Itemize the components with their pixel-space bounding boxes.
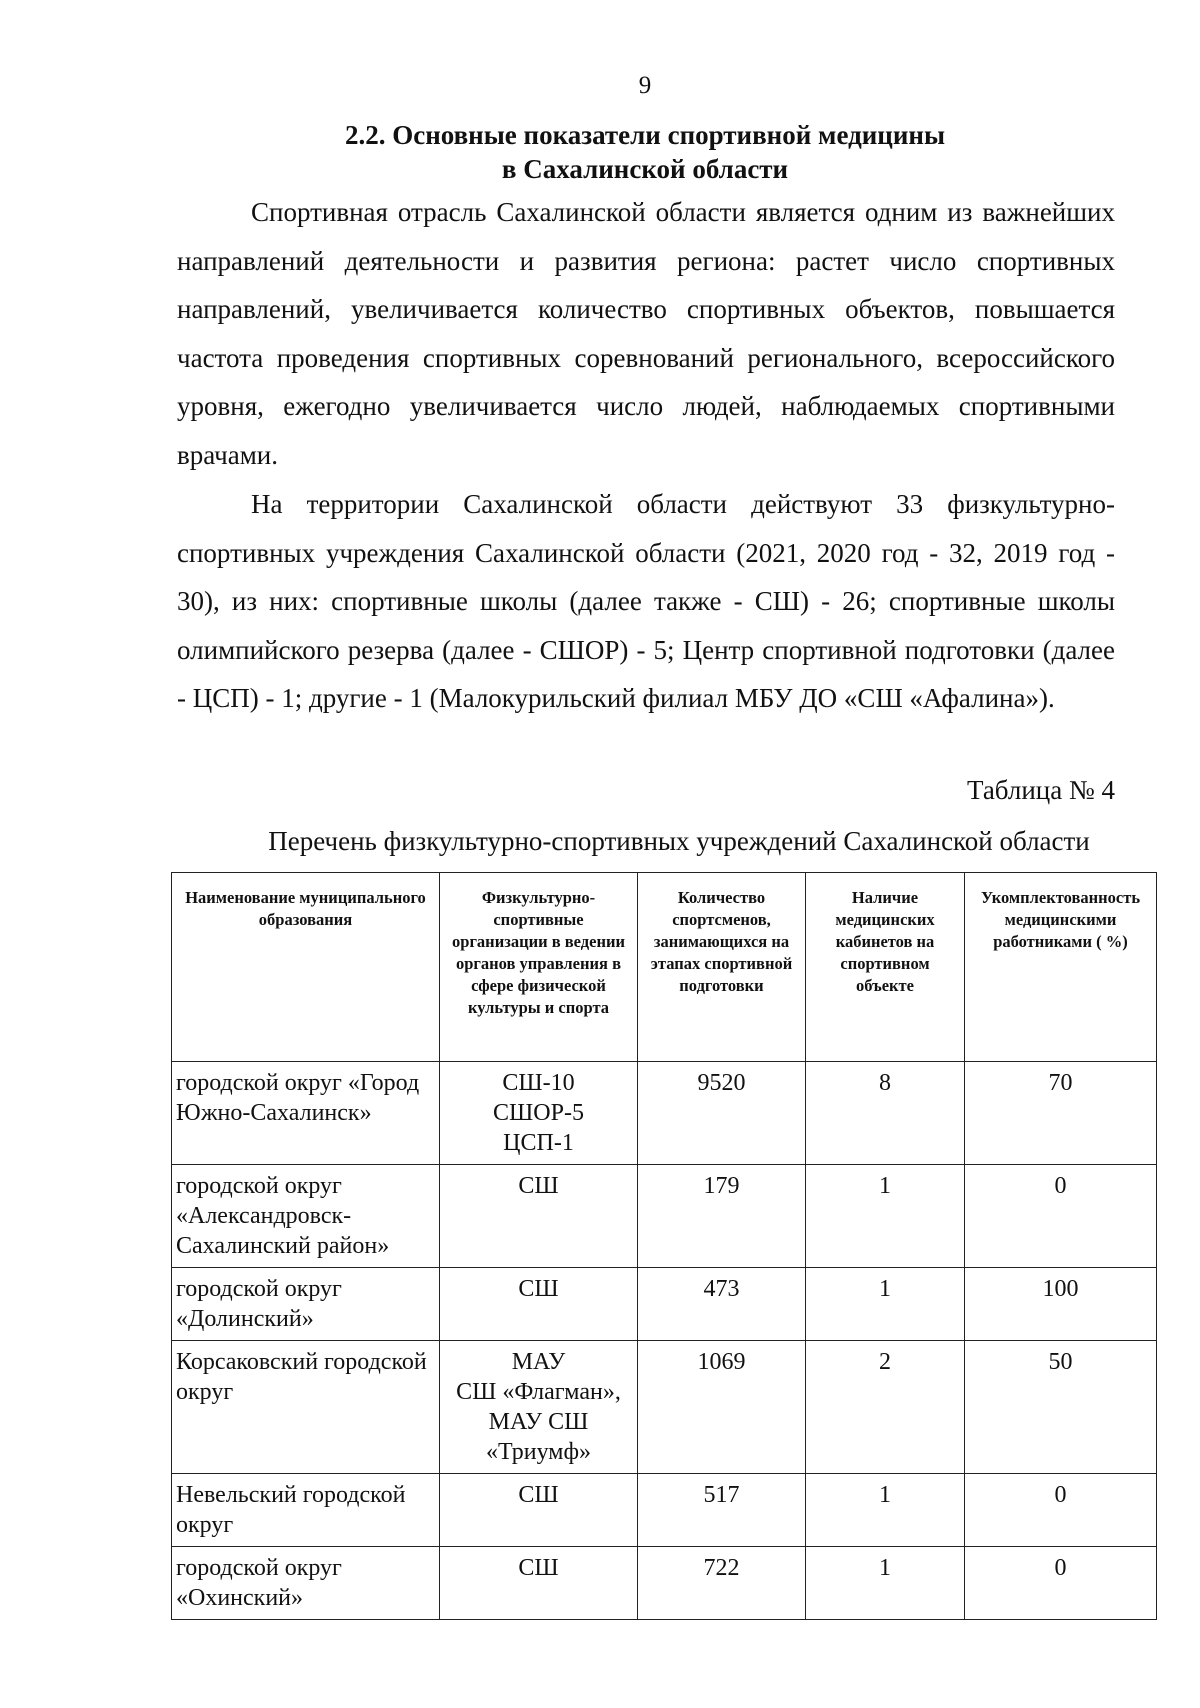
section-heading-line-1: 2.2. Основные показатели спортивной медицины — [344, 120, 946, 150]
paragraph-2-block — [177, 480, 1115, 723]
header-athletes-count: Количество спортсменов, занимающихся на этапах спортивной подготовки — [638, 873, 806, 1062]
cell-organizations — [440, 1341, 638, 1474]
cell-organizations — [440, 1268, 638, 1341]
org-line: МАУ СШ — [488, 1409, 589, 1435]
org-line: СШОР-5 — [493, 1100, 584, 1126]
cell-athletes: 9520 — [638, 1062, 806, 1165]
cell-cabinets: 1 — [806, 1268, 965, 1341]
table-header-row — [172, 873, 1157, 1062]
table-row — [172, 1165, 1157, 1268]
table-row — [172, 1547, 1157, 1620]
table-title: Перечень физкультурно-спортивных учреждений Сахалинской области — [268, 826, 1090, 856]
table-row — [172, 1474, 1157, 1547]
table-row — [172, 1062, 1157, 1165]
cell-staffing: 0 — [965, 1165, 1157, 1268]
page-number: 9 — [638, 72, 652, 99]
table-row — [172, 1268, 1157, 1341]
org-line: СШ — [518, 1482, 559, 1508]
header-medical-cabinets: Наличие медицинских кабинетов на спортивном объекте — [806, 873, 965, 1062]
org-line: СШ — [518, 1555, 559, 1581]
header-staffing: Укомплектованность медицинскими работниками ( %) — [965, 873, 1157, 1062]
org-line: СШ-10 — [502, 1070, 575, 1096]
institutions-table — [171, 872, 1157, 1620]
cell-staffing: 70 — [965, 1062, 1157, 1165]
cell-athletes: 517 — [638, 1474, 806, 1547]
paragraph-1-block — [177, 188, 1115, 479]
section-heading — [0, 118, 1200, 186]
cell-athletes: 722 — [638, 1547, 806, 1620]
cell-cabinets: 1 — [806, 1165, 965, 1268]
cell-organizations — [440, 1062, 638, 1165]
cell-cabinets: 8 — [806, 1062, 965, 1165]
org-line: СШ — [518, 1276, 559, 1302]
paragraph-1: Спортивная отрасль Сахалинской области является одним из важнейших направлений деятельности и развития региона: растет число спортивных направлений, увеличивается количество спортивных объектов, повышается частота проведения спортивных соревнований регионального, всероссийского уровня, ежегодно увеличивается число людей, наблюдаемых спортивными врачами. — [177, 197, 1115, 470]
org-line: СШ «Флагман», — [456, 1379, 621, 1405]
cell-municipality: городской округ «Город Южно-Сахалинск» — [172, 1062, 440, 1165]
cell-municipality: городской округ «Александровск-Сахалинский район» — [172, 1165, 440, 1268]
paragraph-2: На территории Сахалинской области действуют 33 физкультурно-спортивных учреждения Сахалинской области (2021, 2020 год - 32, 2019 год - 30), из них: спортивные школы (далее также - СШ) - 26; спортивные школы олимпийского резерва (далее - СШОР) - 5; Центр спортивной подготовки (далее - ЦСП) - 1; другие - 1 (Малокурильский филиал МБУ ДО «СШ «Афалина»). — [177, 489, 1115, 713]
cell-cabinets: 1 — [806, 1474, 965, 1547]
section-heading-line-2: в Сахалинской области — [501, 154, 789, 184]
cell-municipality: городской округ «Охинский» — [172, 1547, 440, 1620]
cell-staffing: 50 — [965, 1341, 1157, 1474]
cell-cabinets: 2 — [806, 1341, 965, 1474]
header-organizations: Физкультурно-спортивные организации в ведении органов управления в сфере физической культуры и спорта — [440, 873, 638, 1062]
org-line: МАУ — [511, 1349, 566, 1375]
cell-staffing: 100 — [965, 1268, 1157, 1341]
cell-staffing: 0 — [965, 1474, 1157, 1547]
cell-cabinets: 1 — [806, 1547, 965, 1620]
org-line: ЦСП-1 — [503, 1130, 574, 1156]
cell-municipality: Корсаковский городской округ — [172, 1341, 440, 1474]
cell-athletes: 1069 — [638, 1341, 806, 1474]
cell-organizations — [440, 1547, 638, 1620]
cell-organizations — [440, 1165, 638, 1268]
table-row — [172, 1341, 1157, 1474]
table-label: Таблица № 4 — [967, 775, 1115, 805]
cell-municipality: Невельский городской округ — [172, 1474, 440, 1547]
org-line: «Триумф» — [485, 1439, 591, 1465]
header-municipality: Наименование муниципального образования — [172, 873, 440, 1062]
cell-athletes: 179 — [638, 1165, 806, 1268]
cell-staffing: 0 — [965, 1547, 1157, 1620]
org-line: СШ — [518, 1173, 559, 1199]
cell-municipality: городской округ «Долинский» — [172, 1268, 440, 1341]
cell-athletes: 473 — [638, 1268, 806, 1341]
cell-organizations — [440, 1474, 638, 1547]
